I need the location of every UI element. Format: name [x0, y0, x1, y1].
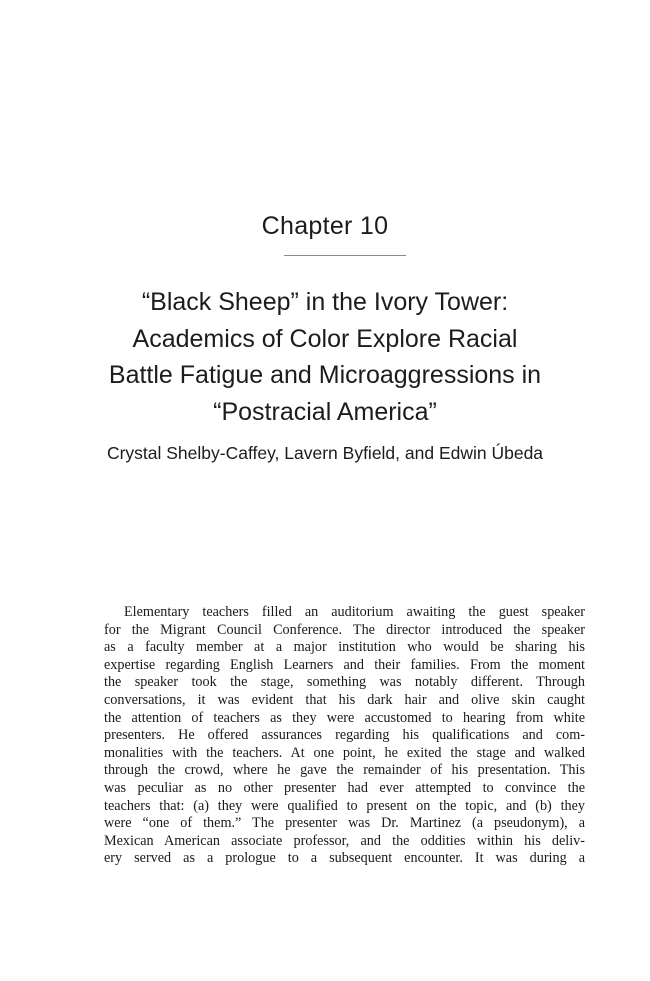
chapter-authors: Crystal Shelby-Caffey, Lavern Byfield, and Edwin Úbeda	[106, 443, 544, 463]
body-line: Mexican American associate professor, and the oddities within his deliv-	[104, 832, 585, 849]
chapter-title-line: “Postracial America”	[213, 397, 437, 426]
body-line: through the crowd, where he gave the remainder of his presentation. This	[104, 762, 585, 779]
body-line: ery served as a prologue to a subsequent encounter. It was during a	[104, 850, 585, 867]
body-line: as a faculty member at a major institution who would be sharing his	[104, 639, 585, 656]
body-line: monalities with the teachers. At one point, he exited the stage and walked	[104, 744, 585, 761]
body-line: expertise regarding English Learners and their families. From the moment	[104, 656, 585, 673]
chapter-title	[90, 284, 560, 430]
body-line: Elementary teachers filled an auditorium awaiting the guest speaker	[124, 604, 585, 620]
chapter-title-line: Academics of Color Explore Racial	[132, 324, 518, 353]
body-paragraph	[104, 604, 585, 868]
body-line: presenters. He offered assurances regarding his qualifications and com-	[104, 727, 585, 744]
body-line: were “one of them.” The presenter was Dr. Martinez (a pseudonym), a	[104, 815, 585, 832]
chapter-title-line: “Black Sheep” in the Ivory Tower:	[141, 288, 509, 316]
body-line: the attention of teachers as they were accustomed to hearing from white	[104, 709, 585, 726]
body-line: conversations, it was evident that his dark hair and olive skin caught	[104, 691, 585, 708]
chapter-divider	[284, 255, 406, 256]
body-line: was peculiar as no other presenter had ever attempted to convince the	[104, 779, 585, 796]
body-line: the speaker took the stage, something was notably different. Through	[104, 674, 585, 691]
body-line: teachers that: (a) they were qualified to present on the topic, and (b) they	[104, 797, 585, 814]
chapter-title-line: Battle Fatigue and Microaggressions in	[108, 361, 542, 389]
chapter-number: Chapter 10	[261, 212, 389, 240]
body-line: for the Migrant Council Conference. The director introduced the speaker	[104, 621, 585, 638]
